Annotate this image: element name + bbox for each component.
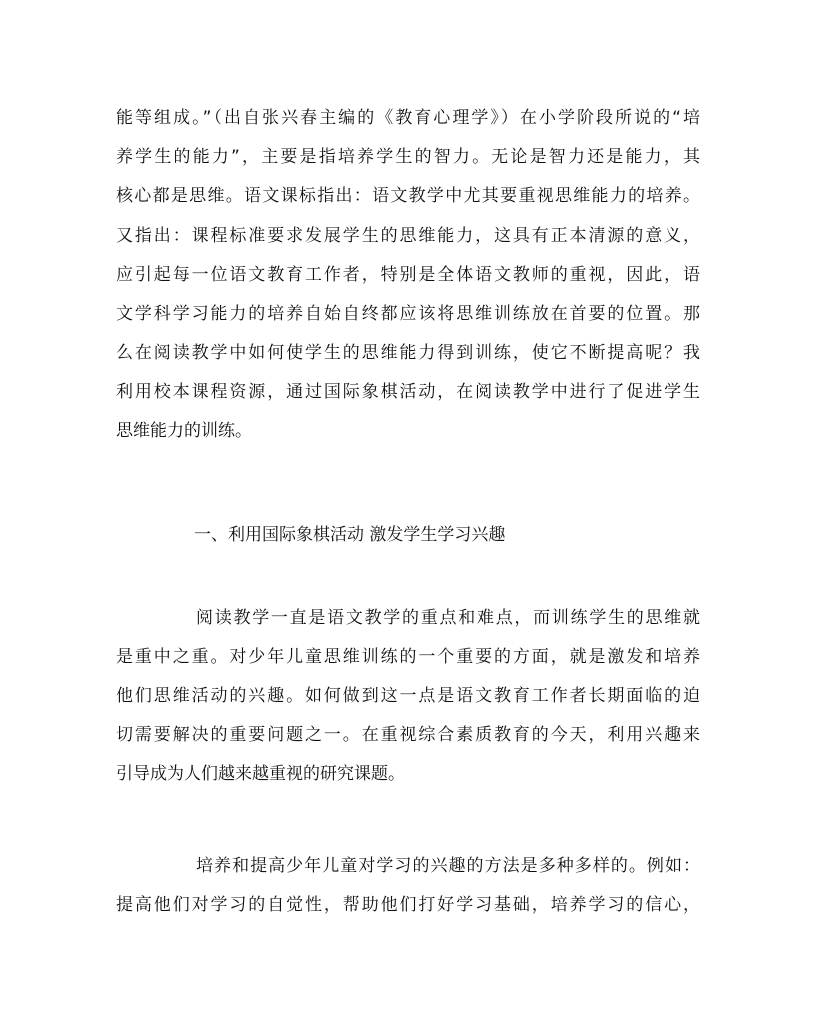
paragraph-line: 阅读教学一直是语文教学的重点和难点，而训练学生的思维就 [196, 608, 700, 628]
paragraph-line: 养学生的能力”，主要是指培养学生的智力。无论是智力还是能力，其 [116, 147, 700, 167]
paragraph-line: 利用校本课程资源，通过国际象棋活动，在阅读教学中进行了促进学生 [116, 382, 700, 402]
paragraph-line: 么在阅读教学中如何使学生的思维能力得到训练，使它不断提高呢？我 [116, 343, 700, 363]
paragraph-line: 是重中之重。对少年儿童思维训练的一个重要的方面，就是激发和培养 [116, 647, 700, 667]
paragraph-line: 思维能力的训练。 [116, 421, 252, 441]
paragraph-line: 引导成为人们越来越重视的研究课题。 [116, 764, 405, 784]
paragraph-line: 培养和提高少年儿童对学习的兴趣的方法是多种多样的。例如： [196, 856, 700, 876]
paragraph-line: 又指出：课程标准要求发展学生的思维能力，这具有正本清源的意义， [116, 226, 700, 246]
paragraph-line: 切需要解决的重要问题之一。在重视综合素质教育的今天，利用兴趣来 [116, 725, 700, 745]
paragraph-line: 核心都是思维。语文课标指出：语文教学中尤其要重视思维能力的培养。 [116, 186, 700, 206]
paragraph-line: 应引起每一位语文教育工作者，特别是全体语文教师的重视，因此，语 [116, 265, 700, 285]
section-heading: 一、利用国际象棋活动 激发学生学习兴趣 [194, 525, 506, 545]
paragraph-line: 他们思维活动的兴趣。如何做到这一点是语文教育工作者长期面临的迫 [116, 686, 700, 706]
paragraph-line: 能等组成。”（出自张兴春主编的《教育心理学》）在小学阶段所说的“培 [116, 108, 700, 128]
paragraph-line: 提高他们对学习的自觉性，帮助他们打好学习基础，培养学习的信心， [116, 895, 700, 915]
paragraph-line: 文学科学习能力的培养自始自终都应该将思维训练放在首要的位置。那 [116, 304, 700, 324]
